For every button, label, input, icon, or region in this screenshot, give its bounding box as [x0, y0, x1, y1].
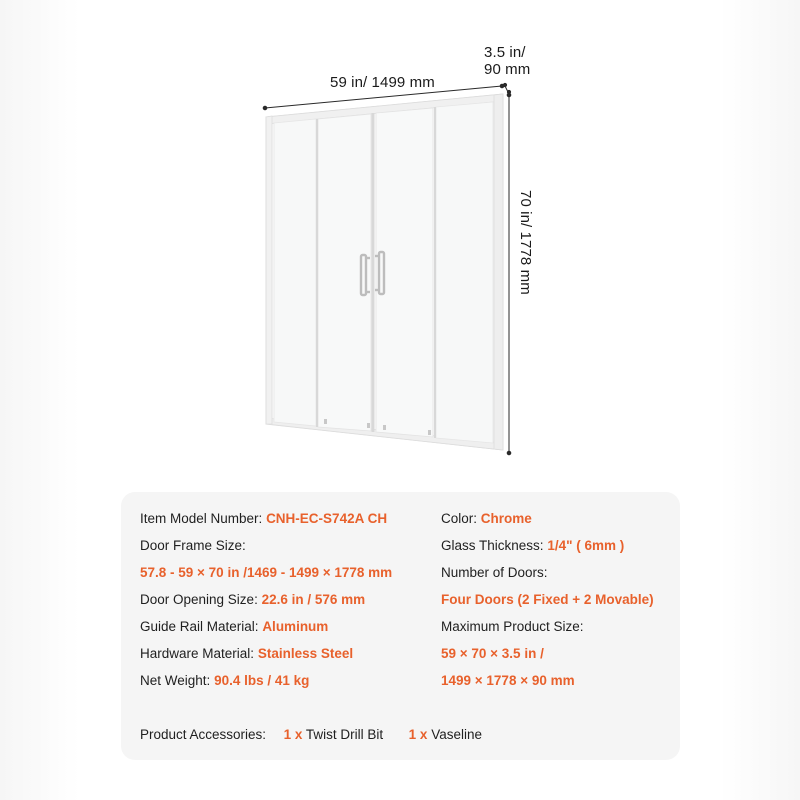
spec-frame-size — [140, 537, 246, 555]
spec-glass-thickness-label: Glass Thickness: — [441, 538, 544, 553]
spec-net-weight-value: 90.4 lbs / 41 kg — [214, 673, 310, 688]
spec-net-weight — [140, 672, 309, 690]
depth-label-line1: 3.5 in/ — [484, 44, 526, 61]
spec-opening-size-label: Door Opening Size: — [140, 592, 258, 607]
height-dimension-label: 70 in/ 1778 mm — [517, 190, 534, 295]
spec-glass-thickness-value: 1/4" ( 6mm ) — [547, 538, 625, 553]
spec-max-size-label: Maximum Product Size: — [441, 619, 584, 634]
spec-guide-rail-value: Aluminum — [262, 619, 329, 634]
spec-hardware-value: Stainless Steel — [257, 646, 354, 661]
spec-doors-value: Four Doors (2 Fixed + 2 Movable) — [441, 592, 654, 607]
spec-color — [441, 510, 532, 528]
depth-dimension-label — [484, 44, 530, 78]
spec-frame-size-label: Door Frame Size: — [140, 538, 246, 553]
width-dimension-label: 59 in/ 1499 mm — [330, 74, 435, 91]
door-frame — [266, 94, 503, 450]
spec-guide-rail — [140, 618, 328, 636]
spec-frame-size-value: 57.8 - 59 × 70 in /1469 - 1499 × 1778 mm — [140, 565, 393, 580]
spec-max-size-value-line2-row — [441, 672, 575, 690]
spec-opening-size-value: 22.6 in / 576 mm — [261, 592, 366, 607]
spec-hardware-label: Hardware Material: — [140, 646, 255, 661]
spec-max-size-value-line1: 59 × 70 × 3.5 in / — [441, 646, 544, 661]
spec-max-size-value-line2: 1499 × 1778 × 90 mm — [441, 673, 575, 688]
accessory-qty: 1 x — [283, 727, 303, 742]
spec-model — [140, 510, 387, 528]
spec-model-label: Item Model Number: — [140, 511, 263, 526]
spec-glass-thickness — [441, 537, 624, 555]
spec-opening-size — [140, 591, 365, 609]
accessory-qty: 1 x — [408, 727, 428, 742]
spec-frame-size-value-row — [140, 564, 392, 582]
spec-max-size-value-line1-row — [441, 645, 544, 663]
accessory-name: Twist Drill Bit — [305, 727, 384, 742]
spec-net-weight-label: Net Weight: — [140, 673, 211, 688]
accessories-row — [140, 726, 482, 744]
spec-doors-label: Number of Doors: — [441, 565, 548, 580]
depth-label-line2: 90 mm — [484, 61, 531, 78]
spec-doors — [441, 564, 548, 582]
accessories-label: Product Accessories: — [140, 727, 267, 742]
spec-guide-rail-label: Guide Rail Material: — [140, 619, 259, 634]
spec-doors-value-row — [441, 591, 654, 609]
spec-color-value: Chrome — [480, 511, 532, 526]
specifications-card — [121, 492, 680, 760]
accessory-name: Vaseline — [431, 727, 483, 742]
spec-color-label: Color: — [441, 511, 478, 526]
spec-max-size — [441, 618, 584, 636]
spec-model-value: CNH-EC-S742A CH — [266, 511, 388, 526]
spec-hardware — [140, 645, 353, 663]
